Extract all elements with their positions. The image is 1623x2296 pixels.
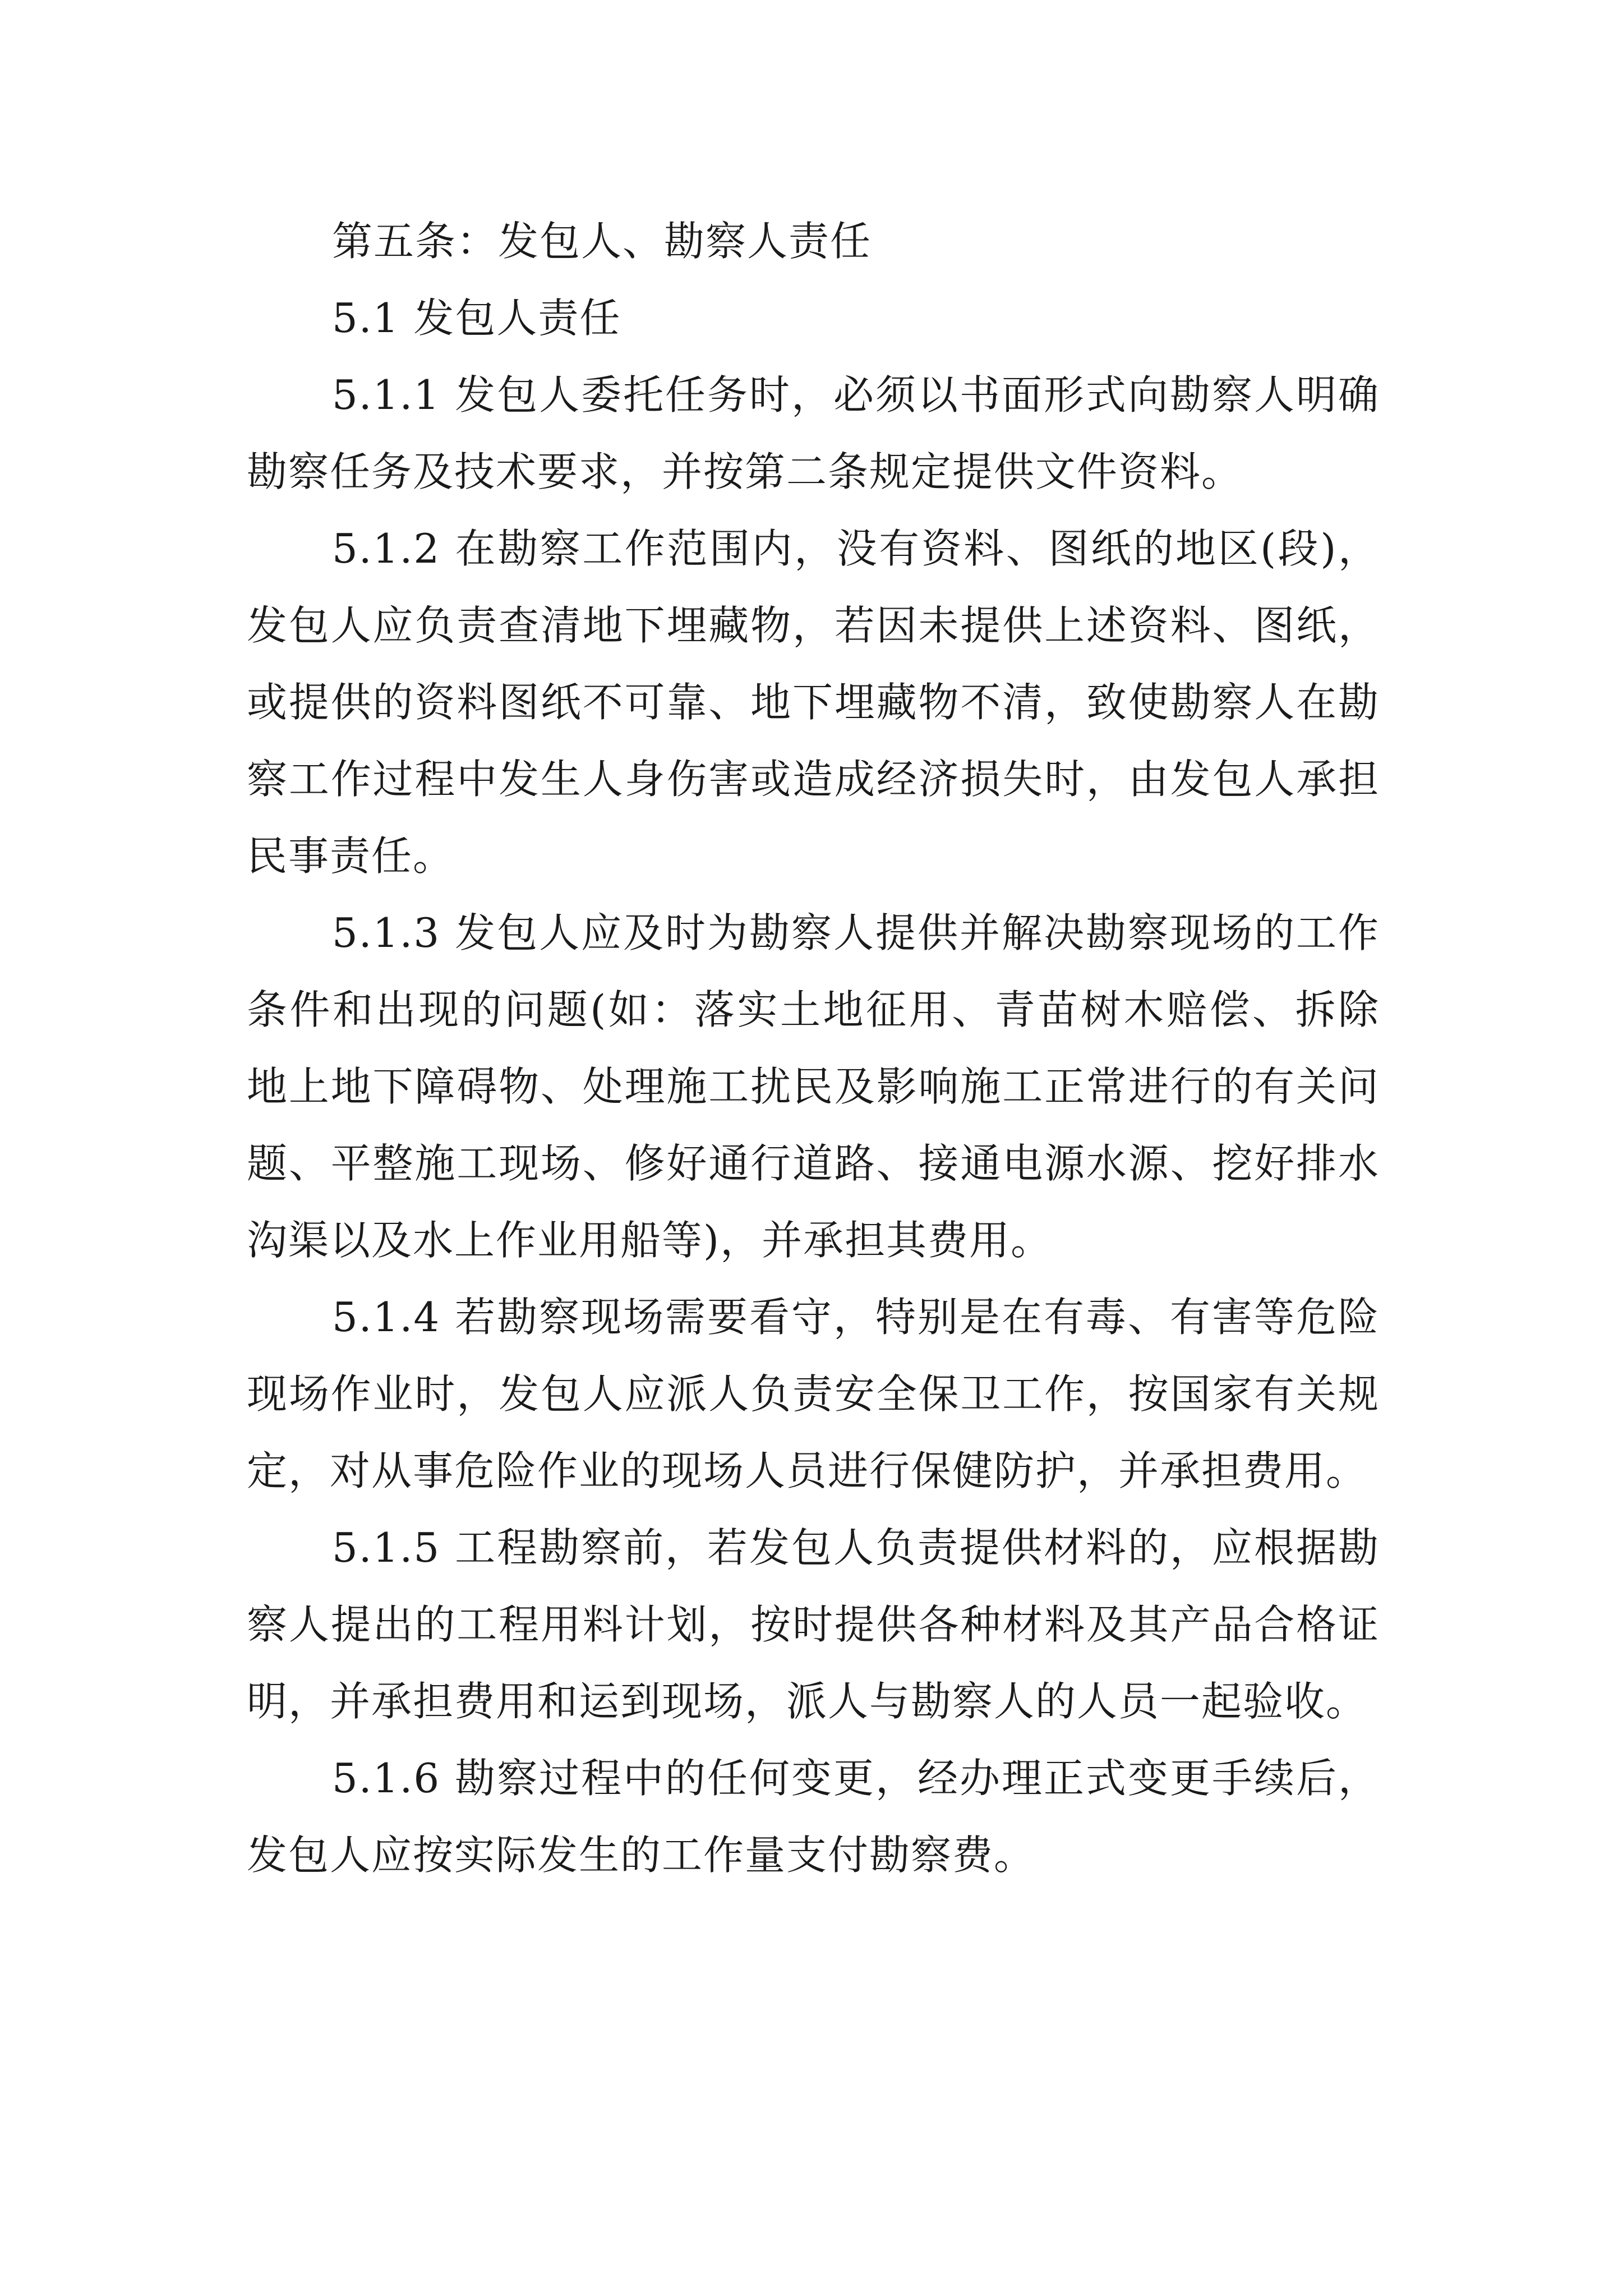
article-heading: 第五条：发包人、勘察人责任 xyxy=(332,218,872,265)
clause-5-1-2: 5.1.2 在勘察工作范围内，没有资料、图纸的地区(段)，发包人应负责查清地下埋藏物，若因未提供上述资料、图纸，或提供的资料图纸不可靠、地下埋藏物不清，致使勘察人在勘察工作过程中发生人身伤害或造成经济损失时，由发包人承担民事责任。 xyxy=(247,525,1380,880)
clause-5-1-5: 5.1.5 工程勘察前，若发包人负责提供材料的，应根据勘察人提出的工程用料计划，按时提供各种材料及其产品合格证明，并承担费用和运到现场，派人与勘察人的人员一起验收。 xyxy=(247,1524,1380,1725)
clause-5-1-1: 5.1.1 发包人委托任务时，必须以书面形式向勘察人明确勘察任务及技术要求，并按第二条规定提供文件资料。 xyxy=(247,371,1380,495)
document-body xyxy=(247,203,1380,1894)
clause-5-1-4: 5.1.4 若勘察现场需要看守，特别是在有毒、有害等危险现场作业时，发包人应派人负责安全保卫工作，按国家有关规定，对从事危险作业的现场人员进行保健防护，并承担费用。 xyxy=(247,1294,1380,1494)
clause-5-1-3: 5.1.3 发包人应及时为勘察人提供并解决勘察现场的工作条件和出现的问题(如：落实土地征用、青苗树木赔偿、拆除地上地下障碍物、处理施工扰民及影响施工正常进行的有关问题、平整施工现场、修好通行道路、接通电源水源、挖好排水沟渠以及水上作业用船等)，并承担其费用。 xyxy=(247,909,1380,1264)
section-heading: 5.1 发包人责任 xyxy=(332,295,621,342)
clause-5-1-6: 5.1.6 勘察过程中的任何变更，经办理正式变更手续后，发包人应按实际发生的工作量支付勘察费。 xyxy=(247,1755,1380,1879)
